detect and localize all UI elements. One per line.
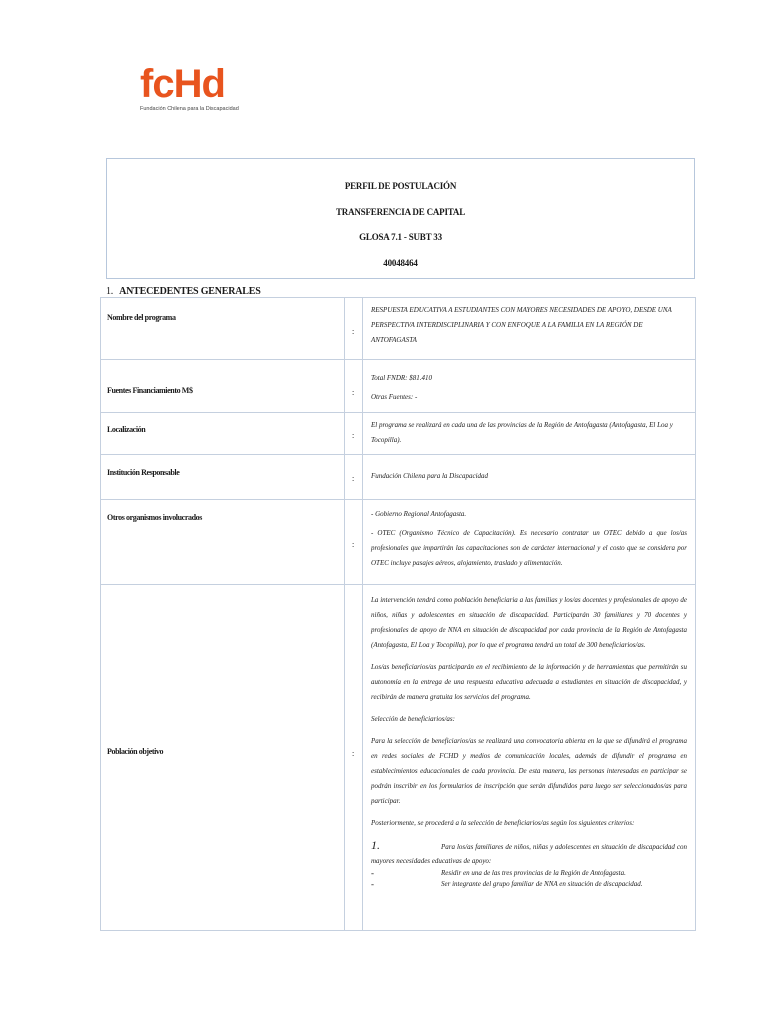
header-box — [106, 158, 695, 279]
funding-other: Otras Fuentes: - — [371, 393, 418, 401]
criteria-item — [371, 868, 687, 879]
row-label-cell — [101, 500, 345, 584]
row-value-cell — [363, 360, 695, 412]
row-label: Institución Responsable — [107, 468, 180, 477]
row-colon-cell — [345, 360, 363, 412]
row-colon-cell — [345, 455, 363, 499]
row-label: Fuentes Financiamiento M$ — [107, 386, 193, 395]
population-paragraph-1: La intervención tendrá como población beneficiaria a las familias y los/as docentes y profesionales de apoyo de niños, niñas y adolescentes en situación de discapacidad. Participarán 30 familiares y 70 docentes y profesionales de apoyo de NNA en situación de discapacidad por cada provincia de la Región de Antofagasta (Antofagasta, El Loa y Tocopilla), por lo que el programa tendrá un total de 300 beneficiarios/as. — [371, 596, 687, 649]
header-code: 40048464 — [383, 258, 418, 268]
row-colon: : — [352, 540, 355, 549]
row-label: Localización — [107, 425, 146, 434]
row-value-cell — [363, 500, 695, 584]
logo-subtitle: Fundación Chilena para la Discapacidad — [140, 106, 239, 112]
section-title: ANTECEDENTES GENERALES — [119, 286, 261, 297]
row-label-cell — [101, 298, 345, 359]
table-row — [101, 455, 695, 500]
general-info-table — [100, 297, 696, 931]
row-colon-cell — [345, 298, 363, 359]
row-label: Nombre del programa — [107, 313, 176, 322]
table-row — [101, 585, 695, 930]
institution-text: Fundación Chilena para la Discapacidad — [371, 472, 489, 480]
row-label-cell — [101, 585, 345, 930]
section-number: 1. — [106, 286, 114, 297]
logo-wordmark: fcHd — [140, 62, 225, 106]
dash-bullet: - — [371, 868, 374, 878]
row-colon-cell — [345, 585, 363, 930]
funding-total: Total FNDR: $81.410 — [371, 374, 432, 382]
criteria-item-text: Residir en una de las tres provincias de la Región de Antofagasta. — [441, 869, 626, 877]
row-colon: : — [352, 431, 355, 440]
row-colon: : — [352, 388, 355, 397]
table-row — [101, 413, 695, 455]
population-paragraph-4: Para la selección de beneficiarios/as se realizará una convocatoria abierta en la que se difundirá el programa en redes sociales de FCHD y medios de comunicación locales, además de difundir el programa en establecimientos educacionales de cada provincia. De esta manera, las personas interesadas en participar se podrán inscribir en los formularios de inscripción que serán difundidos para luego ser seleccionados/as para participar. — [371, 737, 687, 805]
organism-2: - OTEC (Organismo Técnico de Capacitación). Es necesario contratar un OTEC debido a que los/as profesionales que impartirán las capacitaciones son de carácter internacional y el costo que se considera por OTEC incluye pasajes aéreos, alojamiento, traslado y alimentación. — [371, 529, 687, 567]
row-value-cell — [363, 585, 695, 930]
table-row — [101, 360, 695, 413]
program-name: RESPUESTA EDUCATIVA A ESTUDIANTES CON MAYORES NECESIDADES DE APOYO, DESDE UNA PERSPECTIVA INTERDISCIPLINARIA Y CON ENFOQUE A LA FAMILIA EN LA REGIÓN DE ANTOFAGASTA — [371, 306, 672, 344]
location-text: El programa se realizará en cada una de las provincias de la Región de Antofagasta (Antofagasta, El Loa y Tocopilla). — [371, 421, 673, 444]
table-row — [101, 500, 695, 585]
population-paragraph-2: Los/as beneficiarios/as participarán en el recibimiento de la información y de herramientas que permitirán su autonomía en la entrega de una respuesta educativa adecuada a estudiantes en situación de discapacidad, y recibirán de manera gratuita los servicios del programa. — [371, 663, 687, 701]
criteria-number: 1. — [371, 838, 380, 852]
row-value-cell — [363, 455, 695, 499]
row-colon: : — [352, 749, 355, 758]
section-heading — [106, 286, 261, 297]
header-glosa: GLOSA 7.1 - SUBT 33 — [359, 232, 442, 242]
population-paragraph-5: Posteriormente, se procederá a la selección de beneficiarios/as según los siguientes criterios: — [371, 819, 635, 827]
criteria-item — [371, 879, 687, 890]
row-label-cell — [101, 413, 345, 454]
header-title: PERFIL DE POSTULACIÓN — [344, 181, 457, 191]
row-label: Población objetivo — [107, 747, 164, 756]
row-colon-cell — [345, 413, 363, 454]
population-paragraph-3: Selección de beneficiarios/as: — [371, 715, 455, 723]
dash-bullet: - — [371, 879, 374, 889]
row-label-cell — [101, 455, 345, 499]
header-subtitle: TRANSFERENCIA DE CAPITAL — [335, 207, 466, 217]
organism-1: - Gobierno Regional Antofagasta. — [371, 510, 467, 518]
fchd-logo — [140, 62, 250, 112]
row-value-cell — [363, 413, 695, 454]
criteria-item-text: Ser integrante del grupo familiar de NNA en situación de discapacidad. — [441, 880, 643, 888]
row-colon-cell — [345, 500, 363, 584]
row-colon: : — [352, 474, 355, 483]
row-colon: : — [352, 327, 355, 336]
criteria-text: Para los/as familiares de niños, niñas y adolescentes en situación de discapacidad con mayores necesidades educativas de apoyo: — [371, 843, 687, 865]
row-label: Otros organismos involucrados — [107, 513, 202, 522]
table-row — [101, 298, 695, 360]
row-value-cell — [363, 298, 695, 359]
criteria-1 — [371, 838, 687, 868]
row-label-cell — [101, 360, 345, 412]
